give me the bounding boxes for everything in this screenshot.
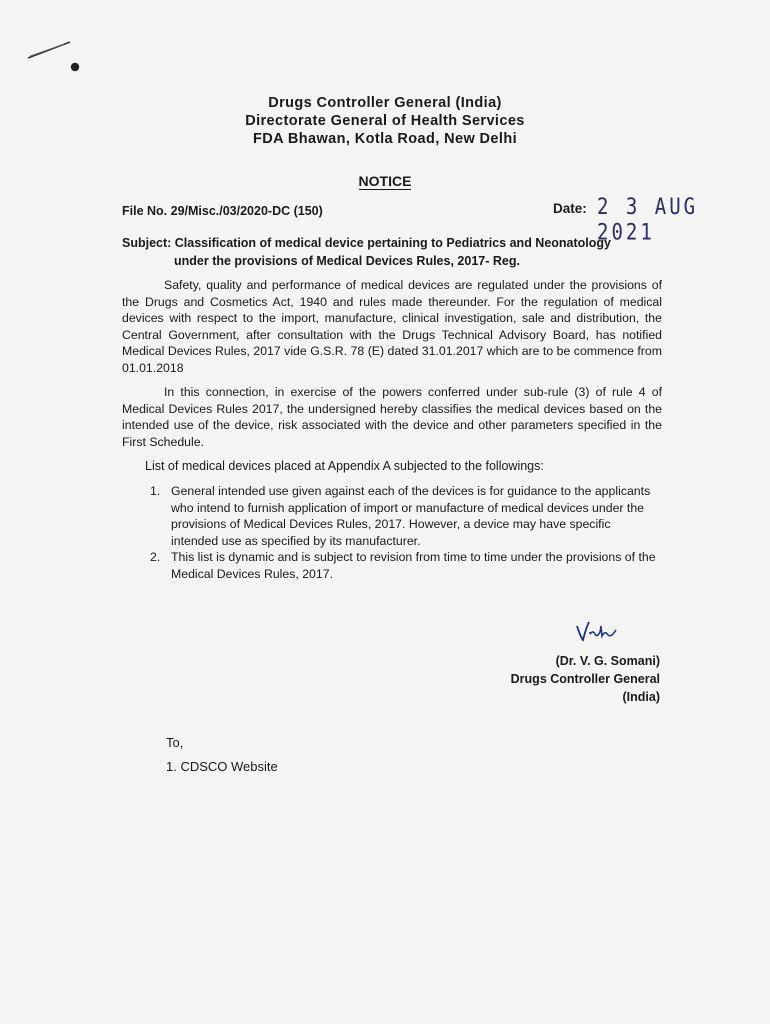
header-line-3: FDA Bhawan, Kotla Road, New Delhi (252, 131, 518, 147)
signatory-name: (Dr. V. G. Somani) (555, 654, 660, 668)
scan-mark-icon (20, 36, 90, 86)
paragraph-2-text: In this connection, in exercise of the powers conferred under sub-rule (3) of rule 4 of Medical Devices Rules 2017, the undersigned hereby classifies the medical devices based on the intended use of the device, risk associated with the device and other parameters specified in the First Schedule. (122, 385, 662, 449)
list-item (145, 483, 660, 549)
paragraph-1 (122, 277, 662, 376)
notice-title-text: NOTICE (358, 173, 412, 189)
paragraph-2 (122, 384, 662, 450)
subject-line-1: Subject: Classification of medical device pertaining to Pediatrics and Neonatology (122, 236, 611, 250)
conditions-list (145, 483, 660, 582)
subject (122, 234, 662, 270)
file-number: File No. 29/Misc./03/2020-DC (150) (122, 204, 323, 218)
list-item-number: 2. (150, 550, 161, 564)
paragraph-1-text: Safety, quality and performance of medical devices are regulated under the provisions of the Drugs and Cosmetics Act, 1940 and rules made thereunder. For the regulation of medical devices with respect to the import, manufacture, clinical investigation, sale and distribution, the Central Government, after consultation with the Drugs Technical Advisory Board, has notified Medical Devices Rules, 2017 vide G.S.R. 78 (E) dated 31.01.2017 which are to be commence from 01.01.2018 (122, 278, 662, 375)
notice-title (0, 173, 770, 189)
list-item-number: 1. (150, 484, 161, 498)
date-label: Date: (553, 201, 587, 216)
list-item (145, 549, 660, 582)
signature-icon (574, 616, 622, 646)
recipient-item: 1. CDSCO Website (166, 759, 278, 774)
signatory-title: Drugs Controller General (India) (510, 672, 660, 704)
header-line-2: Directorate General of Health Services (245, 113, 525, 129)
to-label: To, (166, 735, 184, 750)
list-intro: List of medical devices placed at Appendix A subjected to the followings: (145, 459, 544, 473)
subject-line-2: under the provisions of Medical Devices Rules, 2017- Reg. (174, 254, 520, 268)
signatory-block (470, 652, 660, 706)
list-item-text: This list is dynamic and is subject to revision from time to time under the provisions of the Medical Devices Rules, 2017. (171, 550, 656, 581)
date-stamp: 2 3 AUG 2021 (597, 194, 699, 246)
list-item-text: General intended use given against each of the devices is for guidance to the applicants who intend to furnish application of import or manufacture of medical devices under the provisions of Medical Devices Rules, 2017. However, a device may have specific intended use as specified by its manufacturer. (171, 484, 651, 548)
header-line-1: Drugs Controller General (India) (268, 95, 502, 111)
